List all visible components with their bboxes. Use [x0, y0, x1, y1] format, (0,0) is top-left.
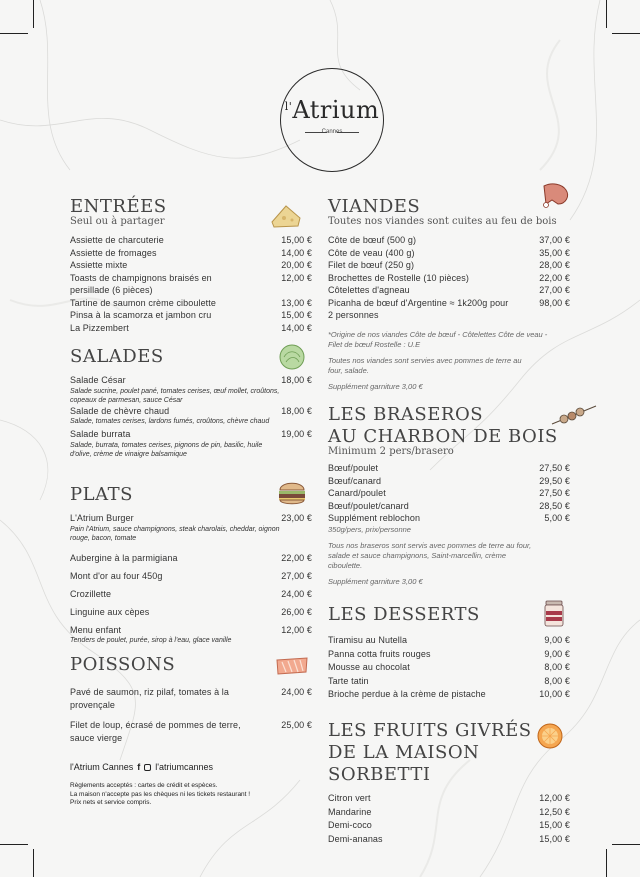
item-description: Salade sucrine, poulet pané, tomates cerises, œuf mollet, croûtons, copeaux de parmesan, sauce César [70, 387, 280, 404]
menu-item: Picanha de bœuf d'Argentine ≈ 1k200g pour 2 personnes 98,00 € [328, 297, 570, 320]
left-column [70, 196, 312, 808]
footer-line: Prix nets et service compris. [70, 799, 152, 806]
brand-name: $^{l'}$Atrium [284, 96, 380, 124]
menu-item: Brochettes de Rostelle (10 pièces) 22,00 € [328, 272, 570, 283]
burger-icon [274, 478, 310, 508]
section-plats [70, 484, 312, 654]
brand-city: Cannes [321, 129, 343, 135]
section-title: PLATS [70, 484, 133, 505]
crop-mark [606, 849, 607, 877]
section-entrees [70, 196, 312, 346]
menu-item: Salade César 18,00 € [70, 375, 312, 385]
jar-dessert-icon [536, 598, 572, 628]
crop-mark [33, 849, 34, 877]
menu-item: Brioche perdue à la crème de pistache 10,00 € [328, 689, 570, 699]
menu-item: Filet de bœuf (250 g) 28,00 € [328, 260, 570, 270]
menu-item: Tiramisu au Nutella 9,00 € [328, 635, 570, 645]
section-poissons [70, 654, 312, 754]
facebook-icon[interactable]: f [137, 762, 141, 772]
section-title: AU CHARBON DE BOIS [328, 426, 558, 447]
menu-item: Menu enfant 12,00 € [70, 624, 312, 635]
skewer-icon [550, 400, 598, 430]
footer-brand: l'Atrium Cannes f l'atriumcannes [70, 762, 213, 772]
menu-item: Demi-ananas 15,00 € [328, 833, 570, 844]
right-column [328, 196, 570, 846]
menu-item: Tartine de saumon crème ciboulette 13,00 € [70, 297, 312, 308]
menu-item: Tarte tatin 8,00 € [328, 675, 570, 686]
section-title: ENTRÉES [70, 196, 167, 217]
section-title: SALADES [70, 346, 164, 367]
menu-item: Supplément reblochon 5,00 € [328, 513, 570, 523]
menu-item: Demi-coco 15,00 € [328, 820, 570, 830]
section-note: Toutes nos viandes sont servies avec pommes de terre au four, salade. [328, 355, 522, 375]
menu-item: Bœuf/poulet/canard 28,50 € [328, 500, 570, 511]
section-note: Tous nos braseros sont servis avec pommes de terre au four, salade et sauce champignons, Saint-marcellin, crème ciboulette. [328, 540, 532, 570]
section-title: POISSONS [70, 654, 176, 675]
menu-item: Salade de chèvre chaud 18,00 € [70, 405, 312, 416]
social-handle: l'atriumcannes [155, 762, 213, 772]
item-description: Salade, burrata, tomates cerises, pignons de pin, basilic, huile d'olive, crème de vinaigre balsamique [70, 441, 263, 458]
footer-line: Règlements acceptés : cartes de crédit et espèces. [70, 782, 218, 789]
section-title: LES FRUITS GIVRÉS [328, 720, 532, 741]
cabbage-icon [274, 342, 310, 372]
salmon-icon [274, 650, 310, 680]
menu-item: Salade burrata 19,00 € [70, 429, 312, 439]
meat-icon [538, 180, 574, 210]
brand-logo [280, 68, 384, 172]
orange-icon [532, 720, 568, 750]
section-note: *Origine de nos viandes Côte de bœuf - Côtelettes Côte de veau - Filet de bœuf Rostelle : U.E [328, 329, 548, 349]
section-note: 350g/pers, prix/personne [328, 524, 411, 534]
menu-item: Assiette mixte 20,00 € [70, 260, 312, 270]
section-title: VIANDES [328, 196, 421, 217]
section-braseros [328, 404, 570, 604]
menu-item: Mont d'or au four 450g 27,00 € [70, 570, 312, 581]
section-subtitle: Minimum 2 pers/brasero [328, 446, 454, 457]
menu-item: Côte de veau (400 g) 35,00 € [328, 247, 570, 258]
menu-item: Assiette de fromages 14,00 € [70, 247, 312, 258]
item-description: Salade, tomates cerises, lardons fumés, croûtons, chèvre chaud [70, 418, 270, 425]
menu-item: Panna cotta fruits rouges 9,00 € [328, 648, 570, 659]
section-fruits-givres [328, 720, 570, 846]
section-title: DE LA MAISON SORBETTI [328, 742, 480, 785]
menu-item: La Pizzembert 14,00 € [70, 322, 312, 333]
menu-item: L'Atrium Burger 23,00 € [70, 513, 312, 523]
section-note: Supplément garniture 3,00 € [328, 576, 423, 586]
crop-mark [612, 33, 640, 34]
menu-item: Côte de bœuf (500 g) 37,00 € [328, 235, 570, 245]
menu-item: Linguine aux cèpes 26,00 € [70, 606, 312, 617]
menu-item: Filet de loup, écrasé de pommes de terre, sauce vierge 25,00 € [70, 720, 312, 743]
menu-item: Pinsa à la scamorza et jambon cru 15,00 € [70, 310, 312, 320]
menu-item: Crozillette 24,00 € [70, 588, 312, 599]
section-viandes [328, 196, 570, 404]
item-description: Pain l'Atrium, sauce champignons, steak charolais, cheddar, oignon rouge, bacon, tomate [70, 525, 280, 542]
footer [70, 762, 312, 808]
cheese-icon [268, 200, 304, 230]
menu-item: Aubergine à la parmigiana 22,00 € [70, 552, 312, 563]
crop-mark [33, 0, 34, 28]
section-salades [70, 346, 312, 484]
crop-mark [0, 33, 28, 34]
crop-mark [0, 844, 28, 845]
section-subtitle: Toutes nos viandes sont cuites au feu de bois [328, 216, 557, 227]
footer-line: La maison n'accepte pas les chèques ni les tickets restaurant ! [70, 790, 251, 798]
menu-item: Bœuf/poulet 27,50 € [328, 463, 570, 473]
menu-item: Toasts de champignons braisés en persillade (6 pièces) 12,00 € [70, 272, 312, 295]
section-title: LES DESSERTS [328, 604, 480, 625]
item-description: Tenders de poulet, purée, sirop à l'eau, glace vanille [70, 637, 232, 644]
menu-item: Mandarine 12,50 € [328, 806, 570, 817]
menu-item: Bœuf/canard 29,50 € [328, 475, 570, 486]
section-desserts [328, 604, 570, 702]
menu-item: Canard/poulet 27,50 € [328, 488, 570, 498]
section-note: Supplément garniture 3,00 € [328, 381, 423, 391]
crop-mark [612, 844, 640, 845]
section-subtitle: Seul ou à partager [70, 216, 165, 227]
menu-item: Citron vert 12,00 € [328, 793, 570, 803]
instagram-icon[interactable] [144, 764, 151, 771]
section-title: LES BRASEROS [328, 404, 484, 425]
menu-item: Assiette de charcuterie 15,00 € [70, 235, 312, 245]
menu-item: Pavé de saumon, riz pilaf, tomates à la provençale 24,00 € [70, 687, 312, 710]
menu-item: Mousse au chocolat 8,00 € [328, 662, 570, 672]
crop-mark [606, 0, 607, 28]
menu-item: Côtelettes d'agneau 27,00 € [328, 285, 570, 295]
